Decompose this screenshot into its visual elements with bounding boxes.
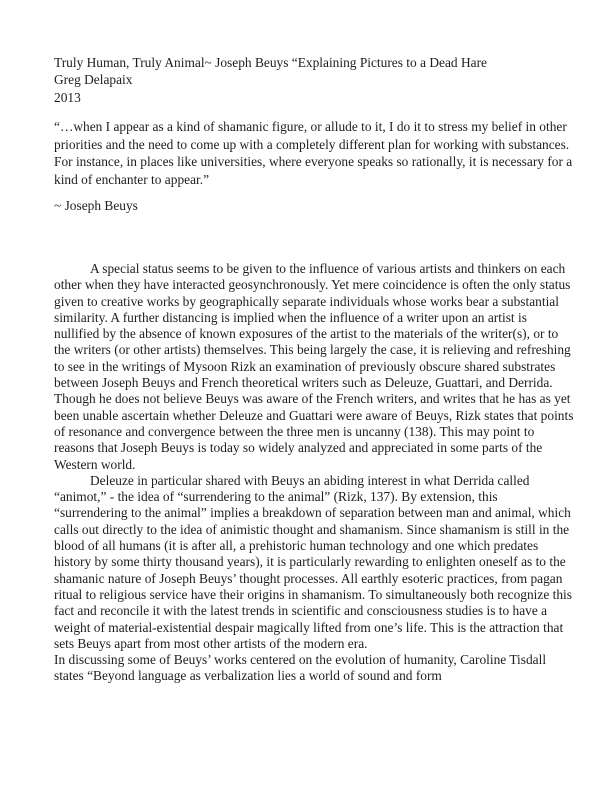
epigraph-attribution: ~ Joseph Beuys (54, 198, 138, 213)
document-header (54, 54, 574, 106)
paragraph: In discussing some of Beuys’ works centered on the evolution of humanity, Caroline Tisdall states “Beyond language as verbalization lies a world of sound and form (54, 652, 547, 684)
paragraph: A special status seems to be given to the influence of various artists and thinkers on each other when they have interacted geosynchronously. Yet mere coincidence is often the only status given to creative works by geographically separate individuals whose works bear a substantial similarity. A further distancing is implied when the influence of a writer upon an artist is nullified by the absence of known exposures of the artist to the materials of the writer(s), or to the writers (or other artists) themselves. This being largely the case, it is relieving and refreshing to see in the writings of Mysoon Rizk an examination of previously obscure shared substrates between Joseph Beuys and French theoretical writers such as Deleuze, Guattari, and Derrida. Though he does not believe Beuys was aware of the French writers, and writes that he has as yet been unable ascertain whether Deleuze and Guattari were aware of Beuys, Rizk states that points of resonance and convergence between the three men is uncanny (138). This may point to reasons that Joseph Beuys is today so widely analyzed and appreciated in some parts of the Western world. (54, 261, 574, 472)
paragraph: Deleuze in particular shared with Beuys an abiding interest in what Derrida called “animot,” - the idea of “surrendering to the animal” (Rizk, 137). By extension, this “surrendering to the animal” implies a breakdown of separation between man and animal, which calls out directly to the idea of animistic thought and shamanism. Since shamanism is still in the blood of all humans (it is after all, a prehistoric human technology and one which predates history by some thirty thousand years), it is particularly rewarding to enlighten oneself as to the shamanic nature of Joseph Beuys’ thought processes. All earthly esoteric practices, from pagan ritual to religious service have their origins in shamanism. To simultaneously both recognize this fact and reconcile it with the latest trends in scientific and consciousness studies is to have a weight of material-existential despair magically lifted from one’s life. This is the attraction that sets Beuys apart from most other artists of the modern era. (54, 472, 572, 651)
document-author: Greg Delapaix (54, 72, 133, 88)
body-text (54, 261, 574, 685)
document-year: 2013 (54, 89, 81, 105)
epigraph-quote: “…when I appear as a kind of shamanic figure, or allude to it, I do it to stress my belief in other priorities and the need to come up with a completely different plan for working with substances. For instance, in places like universities, where everyone speaks so rationally, it is necessary for a kind of enchanter to appear.” (54, 119, 573, 187)
document-title: Truly Human, Truly Animal~ Joseph Beuys “Explaining Pictures to a Dead Hare (54, 55, 487, 70)
